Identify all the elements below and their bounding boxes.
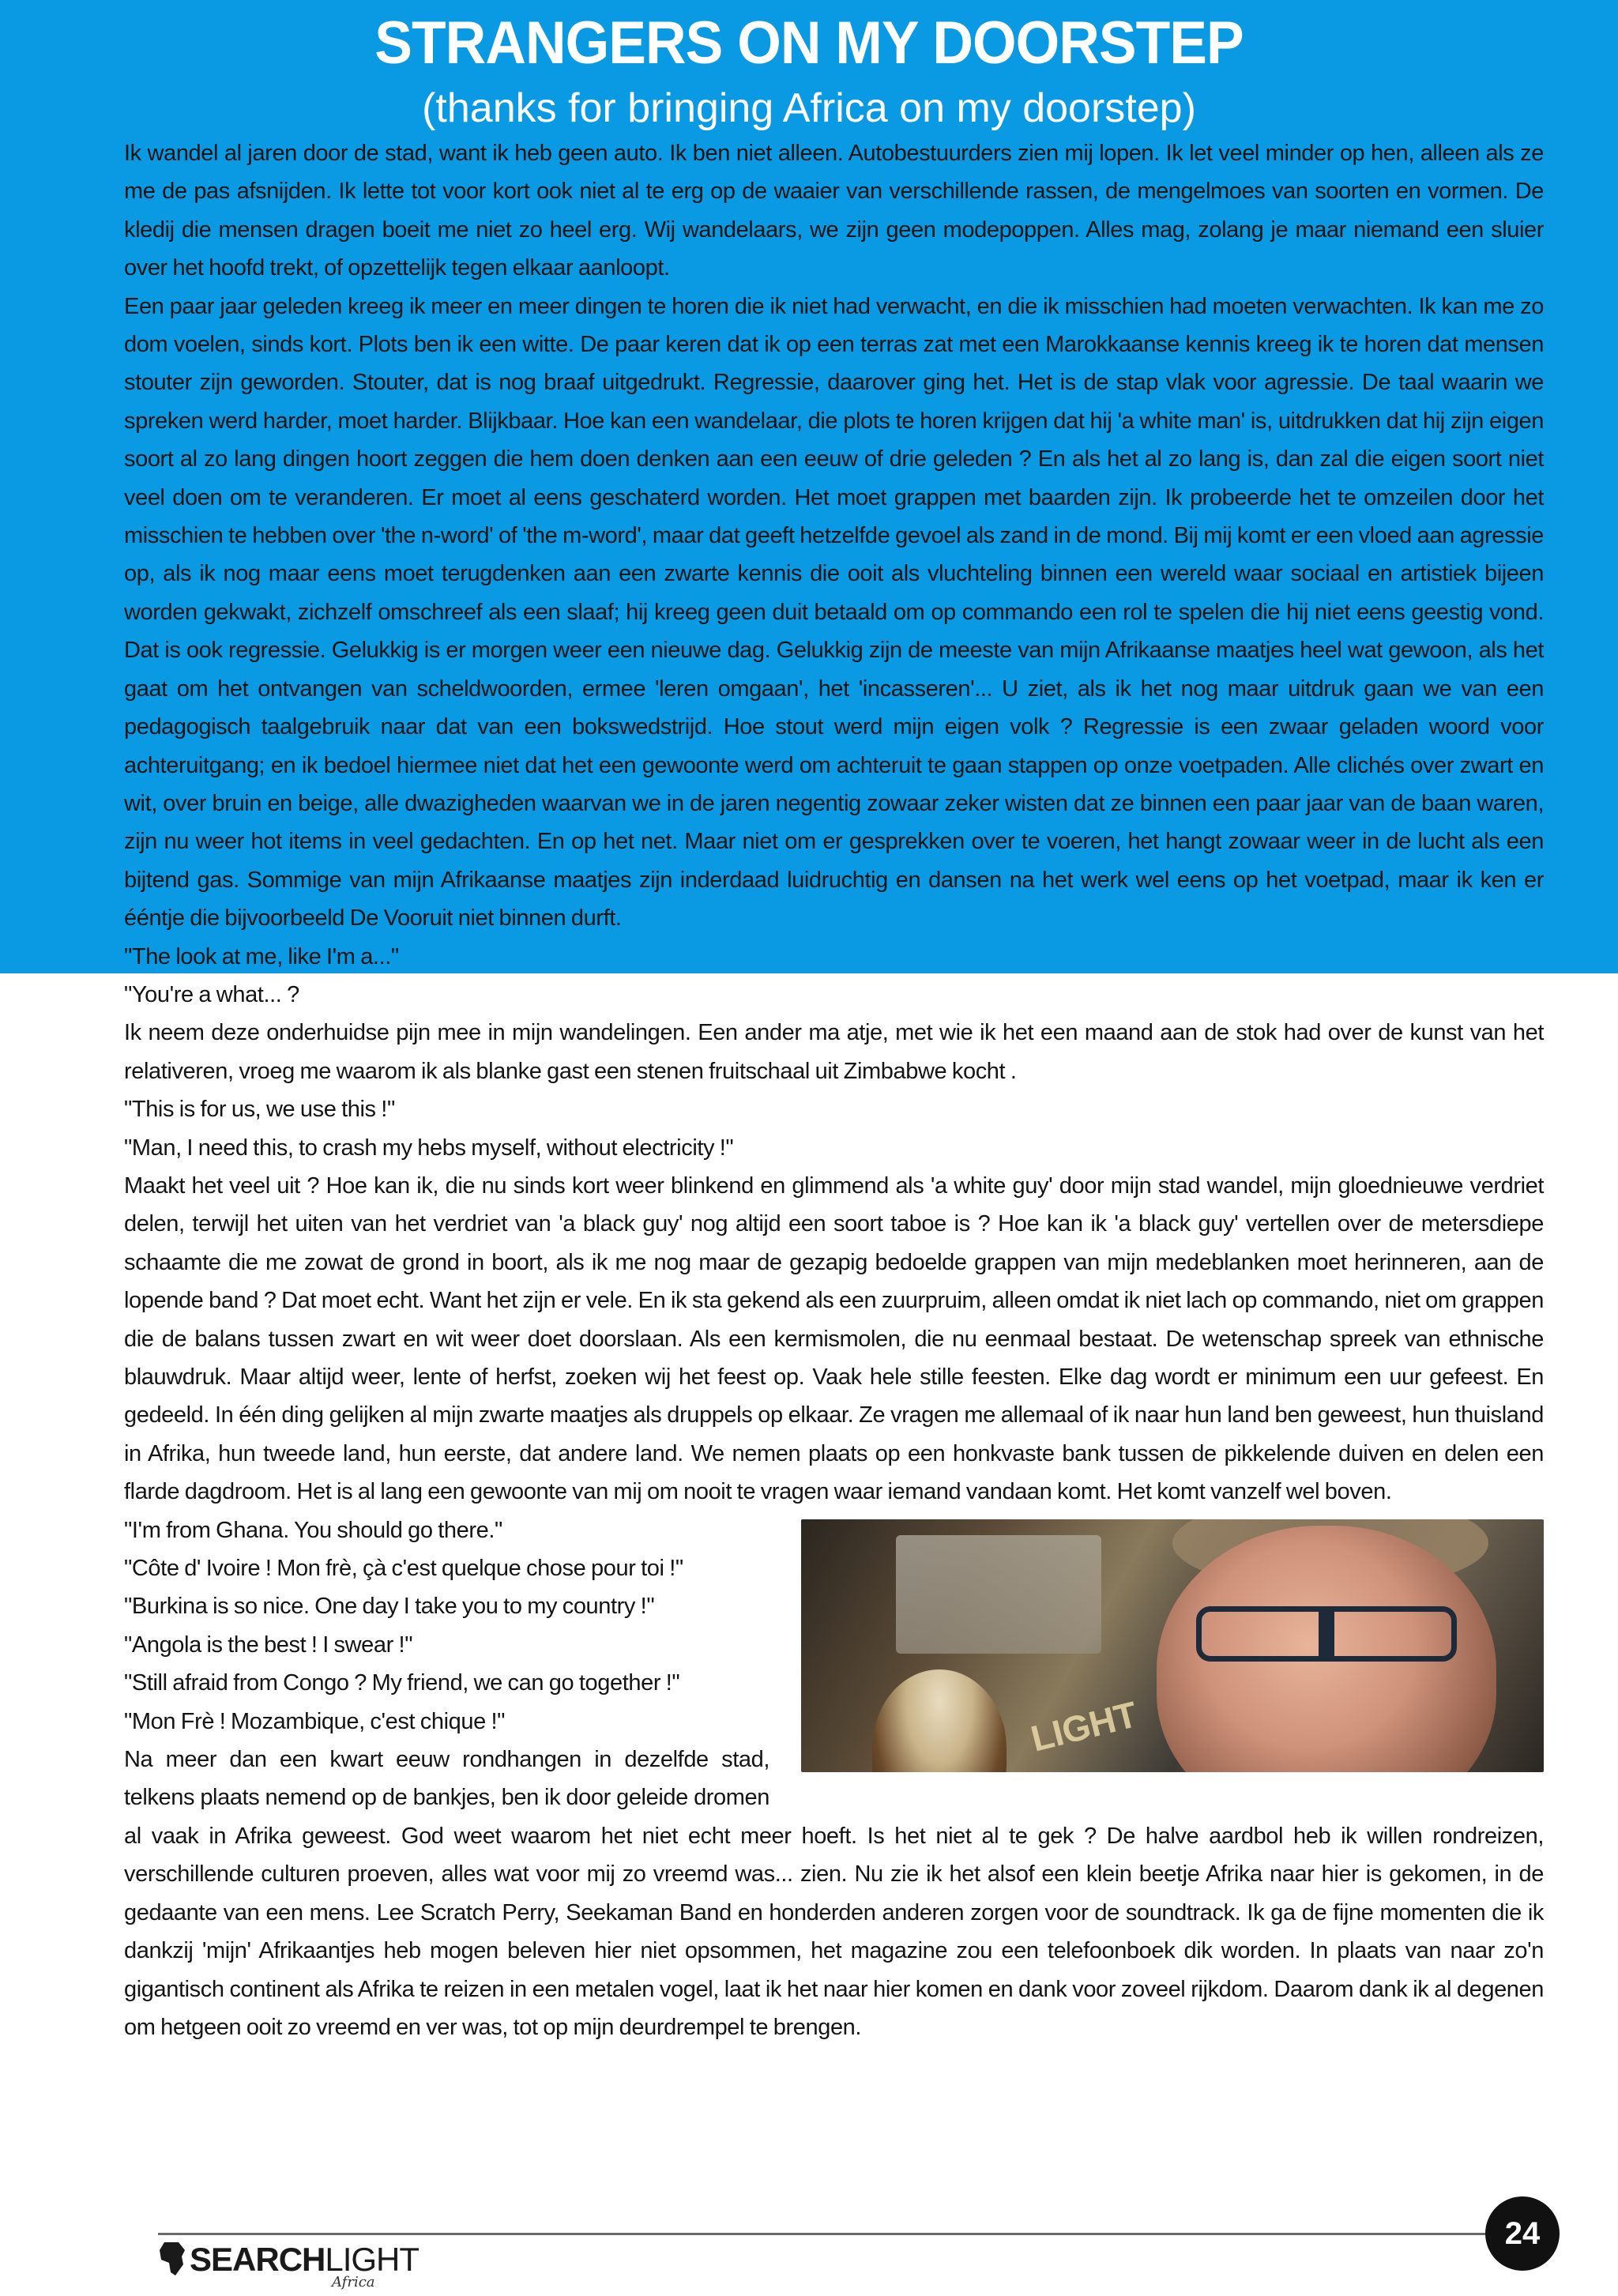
quote-line: "Angola is the best ! I swear !" bbox=[124, 1632, 413, 1658]
glasses-icon bbox=[1196, 1606, 1457, 1662]
brand-light: LIGHT bbox=[325, 2241, 420, 2278]
article-body bbox=[124, 134, 1544, 2046]
author-photo bbox=[801, 1519, 1544, 1772]
quote-line: "I'm from Ghana. You should go there." bbox=[124, 1517, 502, 1543]
brand-bold: SEARCH bbox=[190, 2241, 325, 2278]
brand-subtitle: Africa bbox=[332, 2274, 375, 2290]
africa-map-icon bbox=[158, 2241, 186, 2277]
djembe-drum bbox=[872, 1669, 1007, 1772]
photo-sign-text: LIGHT bbox=[1026, 1692, 1142, 1760]
quote-line: "Côte d' Ivoire ! Mon frè, çà c'est quelque chose pour toi !" bbox=[124, 1556, 683, 1582]
quote-line: "This is for us, we use this !" bbox=[124, 1097, 395, 1123]
paragraph: Na meer dan een kwart eeuw rondhangen in dezelfde stad, telkens plaats nemend op de bankjes, ben ik door geleide dromen al vaak in Afrika geweest. God weet waarom het niet echt meer hoeft. Is het niet al te gek ? De halve aardbol heb ik willen rondreizen, verschillende culturen proeven, alles wat voor mij zo vreemd was... zien. Nu zie ik het alsof een klein beetje Afrika naar hier is gekomen, in de gedaante van een mens. Lee Scratch Perry, Seekaman Band en honderden anderen zorgen voor de soundtrack. Ik ga de fijne momenten die ik dankzij 'mijn' Afrikaantjes heb mogen beleven hier niet opsommen, het magazine zou een telefoonboek dik worden. In plaats van naar zo'n gigantisch continent als Afrika te reizen in een metalen vogel, laat ik het naar hier komen en dank voor zoveel rijkdom. Daarom dank ik al degenen om hetgeen ooit zo vreemd en ver was, tot op mijn deurdrempel te brengen. bbox=[124, 1747, 1544, 2040]
footer-divider bbox=[158, 2233, 1501, 2235]
brand-wordmark bbox=[190, 2241, 419, 2279]
quote-line: "Still afraid from Congo ? My friend, we can go together !" bbox=[124, 1670, 680, 1696]
paragraph: Maakt het veel uit ? Hoe kan ik, die nu sinds kort weer blinkend en glimmend als 'a white guy' door mijn stad wandel, mijn gloednieuwe verdriet delen, terwijl het uiten van het verdriet van 'a black guy' nog altijd een soort taboe is ? Hoe kan ik 'a black guy' vertellen over de metersdiepe schaamte die me zowat de grond in boort, als ik me nog maar de gezapig bedoelde grappen van mijn medeblanken moet herinneren, aan de lopende band ? Dat moet echt. Want het zijn er vele. En ik sta gekend als een zuurpruim, alleen omdat ik niet lach op commando, niet om grappen die de balans tussen zwart en wit weer doet doorslaan. Als een kermismolen, die nu eenmaal bestaat. De wetenschap spreek van ethnische blauwdruk. Maar altijd weer, lente of herfst, zoeken wij het feest op. Vaak hele stille feesten. Elke dag wordt er minimum een uur gefeest. En gedeeld. In één ding gelijken al mijn zwarte maatjes als druppels op elkaar. Ze vragen me allemaal of ik naar hun land ben geweest, hun thuisland in Afrika, hun tweede land, hun eerste, dat andere land. We nemen plaats op een honkvaste bank tussen de pikkelende duiven en delen een flarde dagdroom. Het is al lang een gewoonte van mij om nooit te vragen waar iemand vandaan komt. Het komt vanzelf wel boven. bbox=[124, 1172, 1544, 1505]
page-number-badge: 24 bbox=[1485, 2196, 1560, 2271]
page-title: STRANGERS ON MY DOORSTEP bbox=[374, 9, 1244, 77]
quote-line: "Mon Frè ! Mozambique, c'est chique !" bbox=[124, 1708, 506, 1734]
paragraph: Ik neem deze onderhuidse pijn mee in mijn wandelingen. Een ander ma atje, met wie ik het een maand aan de stok had over de kunst van het relativeren, vroeg me waarom ik als blanke gast een stenen fruitschaal uit Zimbabwe kocht . bbox=[124, 1020, 1544, 1084]
paragraph: Een paar jaar geleden kreeg ik meer en meer dingen te horen die ik niet had verwacht, en die ik misschien had moeten verwachten. Ik kan me zo dom voelen, sinds kort. Plots ben ik een witte. De paar keren dat ik op een terras zat met een Marokkaanse kennis kreeg ik te horen dat mensen stouter zijn geworden. Stouter, dat is nog braaf uitgedrukt. Regressie, daarover ging het. Het is de stap vlak voor agressie. De taal waarin we spreken werd harder, moet harder. Blijkbaar. Hoe kan een wandelaar, die plots te horen krijgen dat hij 'a white man' is, uitdrukken dat hij zijn eigen soort al zo lang dingen hoort zeggen die hem doen denken aan een eeuw of drie geleden ? En als het al zo lang is, dan zal die eigen soort niet veel doen om te veranderen. Er moet al eens geschaterd worden. Het moet grappen met baarden zijn. Ik probeerde het te omzeilen door het misschien te hebben over 'the n-word' of 'the m-word', maar dat geeft hetzelfde gevoel als zand in de mond. Bij mij komt er een vloed aan agressie op, als ik nog maar eens moet terugdenken aan een zwarte kennis die ooit als vluchteling binnen een wereld waar sociaal en artistiek bijeen worden gekwakt, zichzelf omschreef als een slaaf; hij kreeg geen duit betaald om op commando een rol te spelen die hij niet eens geestig vond. Dat is ook regressie. Gelukkig is er morgen weer een nieuwe dag. Gelukkig zijn de meeste van mijn Afrikaanse maatjes heel wat gewoon, als het gaat om het ontvangen van scheldwoorden, ermee 'leren omgaan', het 'incasseren'... U ziet, als ik het nog maar uitdruk gaan we van een pedagogisch taalgebruik naar dat van een bokswedstrijd. Hoe stout werd mijn eigen volk ? Regressie is een zwaar geladen woord voor achteruitgang; en ik bedoel hiermee niet dat het een gewoonte werd om achteruit te gaan stappen op onze voetpaden. Alle clichés over zwart en wit, over bruin en beige, alle dwazigheden waarvan we in de jaren negentig zowaar zeker wisten dat ze binnen een paar jaar van de baan waren, zijn nu weer hot items in veel gedachten. En op het net. Maar niet om er gesprekken over te voeren, het hangt zowaar weer in de lucht als een bijtend gas. Sommige van mijn Afrikaanse maatjes zijn inderdaad luidruchtig en dansen na het werk wel eens op het voetpad, maar ik ken er ééntje die bijvoorbeeld De Vooruit niet binnen durft. bbox=[124, 293, 1544, 932]
page-subtitle: (thanks for bringing Africa on my doorstep) bbox=[422, 85, 1196, 131]
quote-line: "Burkina is so nice. One day I take you to my country !" bbox=[124, 1594, 655, 1620]
quote-line: "The look at me, like I'm a..." bbox=[124, 943, 399, 969]
paragraph: Ik wandel al jaren door de stad, want ik heb geen auto. Ik ben niet alleen. Autobestuurders zien mij lopen. Ik let veel minder op hen, alleen als ze me de pas afsnijden. Ik lette tot voor kort ook niet al te erg op de waaier van verschillende rassen, de mengelmoes van soorten en vormen. De kledij die mensen dragen boeit me niet zo heel erg. Wij wandelaars, we zijn geen modepoppen. Alles mag, zolang je maar niemand een sluier over het hoofd trekt, of opzettelijk tegen elkaar aanloopt. bbox=[124, 141, 1544, 281]
quote-line: "Man, I need this, to crash my hebs myself, without electricity !" bbox=[124, 1135, 734, 1161]
photo-banner bbox=[896, 1535, 1101, 1654]
quote-line: "You're a what... ? bbox=[124, 981, 299, 1007]
